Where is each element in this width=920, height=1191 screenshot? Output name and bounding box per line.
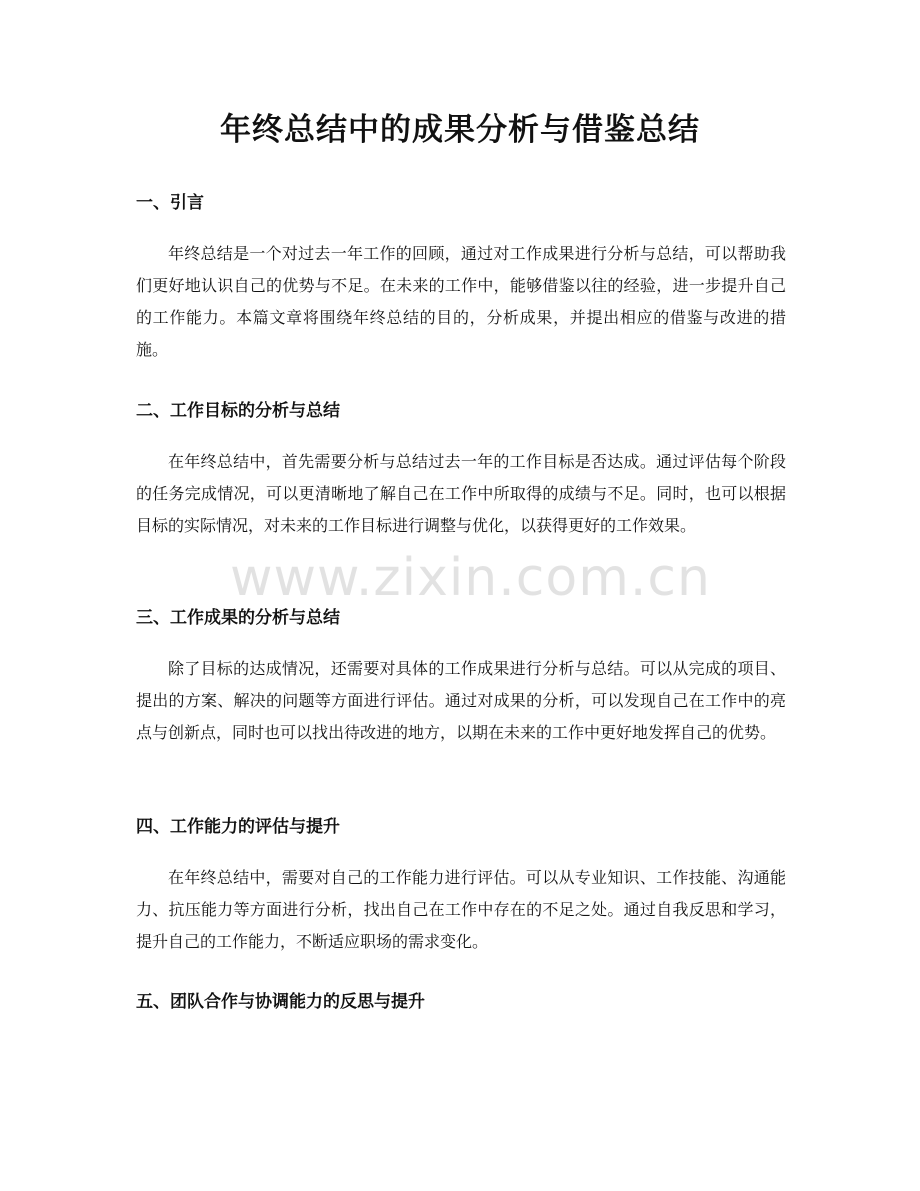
section-heading-intro: 一、引言 bbox=[136, 193, 204, 213]
section-paragraph-results: 除了目标的达成情况，还需要对具体的工作成果进行分析与总结。可以从完成的项目、提出的方案、解决的问题等方面进行评估。通过对成果的分析，可以发现自己在工作中的亮点与创新点，同时也可以找出待改进的地方，以期在未来的工作中更好地发挥自己的优势。 bbox=[136, 659, 786, 742]
section-paragraph-goals: 在年终总结中，首先需要分析与总结过去一年的工作目标是否达成。通过评估每个阶段的任务完成情况，可以更清晰地了解自己在工作中所取得的成绩与不足。同时，也可以根据目标的实际情况，对未来的工作目标进行调整与优化，以获得更好的工作效果。 bbox=[136, 452, 786, 535]
watermark: www.zixin.com.cn bbox=[230, 548, 711, 608]
section-paragraph-abilities: 在年终总结中，需要对自己的工作能力进行评估。可以从专业知识、工作技能、沟通能力、抗压能力等方面进行分析，找出自己在工作中存在的不足之处。通过自我反思和学习，提升自己的工作能力，不断适应职场的需求变化。 bbox=[136, 868, 786, 951]
section-heading-teamwork: 五、团队合作与协调能力的反思与提升 bbox=[136, 992, 425, 1012]
section-heading-results: 三、工作成果的分析与总结 bbox=[136, 608, 340, 628]
document-title: 年终总结中的成果分析与借鉴总结 bbox=[220, 112, 700, 148]
section-paragraph-intro: 年终总结是一个对过去一年工作的回顾，通过对工作成果进行分析与总结，可以帮助我们更好地认识自己的优势与不足。在未来的工作中，能够借鉴以往的经验，进一步提升自己的工作能力。本篇文章将围绕年终总结的目的，分析成果，并提出相应的借鉴与改进的措施。 bbox=[136, 244, 786, 359]
section-heading-abilities: 四、工作能力的评估与提升 bbox=[136, 817, 340, 837]
section-heading-goals: 二、工作目标的分析与总结 bbox=[136, 401, 340, 421]
